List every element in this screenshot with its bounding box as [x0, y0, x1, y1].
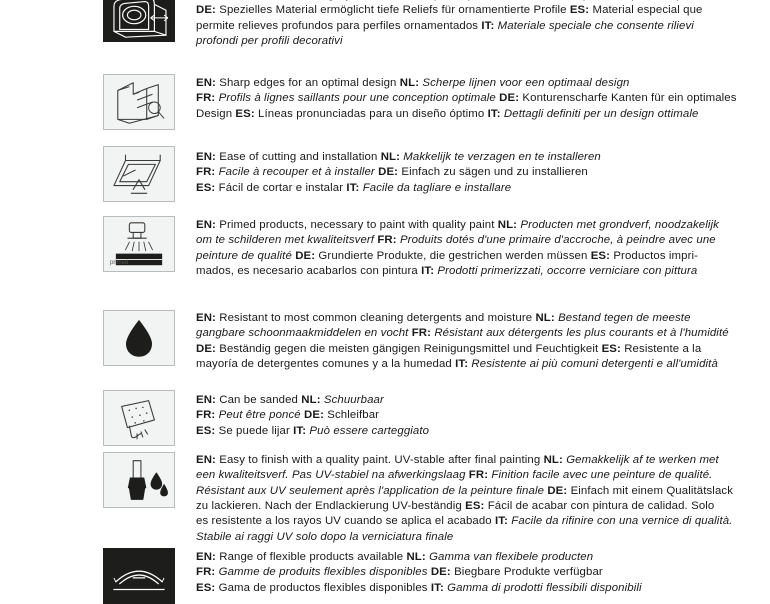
text-segment: Stabile ai raggi UV solo dopo la verniciatura finale — [196, 530, 454, 543]
cutting-installation-icon — [103, 146, 175, 202]
row-text — [182, 440, 770, 545]
text-segment: Konturenscharfe Kanten für ein optimales — [519, 92, 737, 105]
icon-cell — [96, 62, 182, 130]
text-line — [196, 3, 756, 18]
text-segment: Schleifbar — [324, 409, 380, 422]
text-segment: Gamme de produits flexibles disponibles — [215, 566, 431, 579]
text-line — [196, 34, 756, 49]
text-line — [196, 453, 756, 468]
text-segment: FR: — [196, 566, 216, 579]
text-segment: zu lackieren. Nach der Endlackierung UV-beständig — [196, 499, 466, 512]
text-segment: DE: — [304, 409, 324, 422]
text-segment: Fácil de cortar e instalar — [215, 181, 347, 194]
text-segment: FR: — [196, 92, 216, 105]
row-text — [182, 538, 770, 596]
table-row — [0, 538, 770, 594]
text-segment: Può essere carteggiato — [306, 424, 430, 437]
primed-label: primed — [110, 260, 129, 266]
text-segment: EN: — [196, 394, 216, 406]
text-line — [196, 181, 756, 196]
text-segment: EN: — [196, 219, 216, 231]
text-segment: Easy to finish with a quality paint. UV-stable after final painting — [215, 454, 544, 466]
text-segment: NL: — [535, 312, 555, 324]
text-segment: NL: — [380, 151, 401, 163]
water-drop-icon — [103, 310, 175, 366]
text-line — [196, 499, 756, 514]
primed-spray-icon — [103, 216, 175, 272]
text-line — [196, 91, 756, 106]
text-segment: DE: — [196, 4, 216, 17]
text-segment: Profils à lignes saillants pour une conception optimale — [215, 92, 500, 105]
text-segment: NL: — [406, 551, 426, 563]
text-line — [196, 550, 756, 565]
row-text — [182, 298, 770, 372]
text-segment: es resistente a los rayos UV cuando se aplica el acabado — [196, 515, 496, 528]
text-line — [196, 233, 756, 248]
table-row — [0, 206, 770, 298]
text-segment: EN: — [196, 77, 216, 89]
text-line — [196, 342, 756, 357]
text-segment: Ease of cutting and installation — [215, 151, 381, 163]
text-segment: DE: — [295, 249, 316, 262]
text-segment: IT: — [293, 424, 307, 437]
text-segment: peinture de qualité — [196, 249, 296, 262]
text-segment: een kwaliteitsverf. Pas UV-stabiel na afwerkingslaag — [196, 469, 469, 482]
icon-cell — [96, 538, 182, 604]
text-segment: Produits dotés d'une primaire d'accroche, à peindre avec une — [396, 234, 716, 247]
text-segment: Makkelijk te verzagen en te installeren — [400, 151, 601, 163]
text-segment: DE: — [430, 566, 451, 579]
text-line — [196, 165, 756, 180]
text-segment: Résistant aux détergents les plus courants et à l'humidité — [431, 327, 729, 340]
text-segment: Design — [196, 107, 236, 120]
text-segment — [377, 0, 740, 1]
text-segment: DE: — [196, 342, 216, 355]
text-segment: Range of flexible products available — [215, 551, 407, 563]
text-line — [196, 150, 756, 165]
text-segment: Líneas pronunciadas para un diseño óptimo — [254, 107, 488, 120]
text-segment: Finition facile avec une peinture de qualité. — [488, 469, 713, 482]
text-segment: IT: — [430, 581, 444, 594]
text-segment: Grundierte Produkte, die gestrichen werden müssen — [315, 249, 591, 262]
text-segment: Can be sanded — [215, 394, 302, 406]
text-segment: EN: — [196, 312, 216, 324]
text-segment: mados, es necesario acabarlos con pintura — [196, 264, 422, 277]
text-segment: EN: — [196, 551, 216, 563]
text-segment: Productos impri- — [610, 249, 699, 262]
text-segment: Résistant aux UV seulement après l'application de la peinture finale — [196, 484, 548, 497]
text-segment: profondi per profili decorativi — [196, 34, 343, 47]
text-segment: IT: — [495, 515, 509, 528]
table-row — [0, 62, 770, 138]
text-segment: Resistente a la — [620, 342, 702, 355]
icon-cell — [96, 138, 182, 202]
table-row — [0, 0, 770, 62]
icon-cell — [96, 380, 182, 446]
row-text — [182, 0, 770, 49]
text-segment: Sharp edges for an optimal design — [215, 77, 400, 89]
text-segment: ES: — [235, 107, 255, 120]
text-segment: Resistente ai più comuni detergenti e all'umidità — [468, 357, 718, 370]
table-row — [0, 298, 770, 380]
text-segment — [355, 0, 378, 1]
text-segment: Gama de productos flexibles disponibles — [215, 581, 431, 594]
text-segment: ES: — [569, 4, 590, 17]
text-line — [196, 218, 756, 233]
text-line — [196, 311, 756, 326]
text-segment: Material especial que — [589, 4, 703, 17]
text-segment — [196, 0, 355, 1]
paint-brush-uv-icon — [103, 452, 175, 508]
text-line — [196, 107, 756, 122]
table-row — [0, 440, 770, 543]
text-segment: Einfach mit einem Qualitätslack — [567, 484, 734, 497]
text-segment: Biegbare Produkte verfügbar — [450, 566, 603, 579]
text-segment: NL: — [497, 219, 518, 231]
text-segment: Beständig gegen die meisten gängigen Reinigungsmittel und Feuchtigkeit — [215, 342, 602, 355]
text-segment: ES: — [196, 181, 216, 194]
text-segment: FR: — [196, 166, 216, 179]
text-line — [196, 393, 756, 408]
text-segment: DE: — [378, 166, 399, 179]
row-text — [182, 380, 770, 439]
text-segment: Dettagli definiti per un design ottimale — [500, 107, 699, 120]
text-line — [196, 565, 756, 580]
text-line — [196, 249, 756, 264]
text-segment: Spezielles Material ermöglicht tiefe Reliefs für ornamentierte Profile — [215, 4, 570, 17]
text-segment: mayoría de detergentes comunes y a la humedad — [196, 357, 456, 370]
text-line — [196, 514, 756, 529]
text-segment: FR: — [468, 469, 489, 482]
text-segment: Fácil de acabar con pintura de calidad. Solo — [484, 499, 715, 512]
text-segment: FR: — [411, 327, 432, 340]
text-segment: Gemakkelijk af te werken met — [562, 454, 719, 466]
text-segment: Producten met grondverf, noodzakelijk — [517, 219, 719, 231]
text-segment: DE: — [547, 484, 568, 497]
text-segment: NL: — [543, 454, 563, 466]
text-segment: Gamma di prodotti flessibili disponibili — [443, 581, 642, 594]
text-segment: ES: — [196, 424, 216, 437]
text-segment: NL: — [399, 77, 420, 89]
row-text — [182, 206, 770, 279]
text-segment: Resistant to most common cleaning detergents and moisture — [215, 312, 536, 324]
text-segment: Materiale speciale che consente rilievi — [494, 19, 694, 32]
text-segment: Schuurbaar — [320, 394, 384, 406]
text-segment: Einfach zu sägen und zu installieren — [398, 166, 588, 179]
text-segment: Scherpe lijnen voor een optimaal design — [419, 77, 630, 89]
icon-cell — [96, 0, 182, 42]
table-row — [0, 380, 770, 440]
text-segment: Peut être poncé — [215, 409, 305, 422]
flexible-products-icon — [103, 548, 175, 604]
text-segment: NL: — [301, 394, 321, 406]
text-segment: FR: — [377, 234, 397, 247]
text-segment: Prodotti primerizzati, occorre verniciare con pittura — [434, 264, 698, 277]
text-segment: Gamma van flexibele producten — [425, 551, 594, 563]
icon-cell — [96, 206, 182, 272]
text-line — [196, 264, 756, 279]
text-segment: ES: — [196, 581, 216, 594]
text-segment: Bestand tegen de meeste — [554, 312, 691, 324]
text-segment: Facile da rifinire con una vernice di qualità. — [508, 515, 733, 528]
icon-cell — [96, 298, 182, 366]
text-segment: Primed products, necessary to paint with quality paint — [215, 219, 498, 231]
table-row — [0, 138, 770, 206]
text-line — [196, 76, 756, 91]
text-line — [196, 19, 756, 34]
text-segment: IT: — [346, 181, 360, 194]
text-segment: permite relieves profundos para perfiles ornamentados — [196, 19, 482, 32]
text-segment: gangbare schoonmaakmiddelen en vocht — [196, 327, 412, 340]
sanding-icon — [103, 390, 175, 446]
text-segment: IT: — [455, 357, 469, 370]
text-line — [196, 357, 756, 372]
text-segment: Facile da tagliare e installare — [359, 181, 512, 194]
row-text — [182, 62, 770, 122]
text-segment: IT: — [481, 19, 495, 32]
text-segment: ES: — [465, 499, 485, 512]
relief-profile-icon — [103, 0, 175, 42]
text-segment: IT: — [421, 264, 435, 277]
text-segment: EN: — [196, 454, 216, 466]
text-line — [196, 326, 756, 341]
text-line — [196, 424, 756, 439]
text-segment: EN: — [196, 151, 216, 163]
text-line — [196, 468, 756, 483]
text-segment: ES: — [590, 249, 611, 262]
text-segment: Facile à recouper et à installer — [215, 166, 379, 179]
text-line — [196, 408, 756, 423]
text-line — [196, 484, 756, 499]
text-segment: DE: — [499, 92, 520, 105]
text-segment: IT: — [487, 107, 501, 120]
text-segment: ES: — [601, 342, 621, 355]
row-text — [182, 138, 770, 196]
text-line — [196, 581, 756, 596]
icon-cell — [96, 440, 182, 508]
sharp-edges-icon — [103, 74, 175, 130]
text-segment: om te schilderen met kwaliteitsverf — [196, 234, 378, 247]
text-segment: Se puede lijar — [215, 424, 294, 437]
text-segment: FR: — [196, 409, 216, 422]
